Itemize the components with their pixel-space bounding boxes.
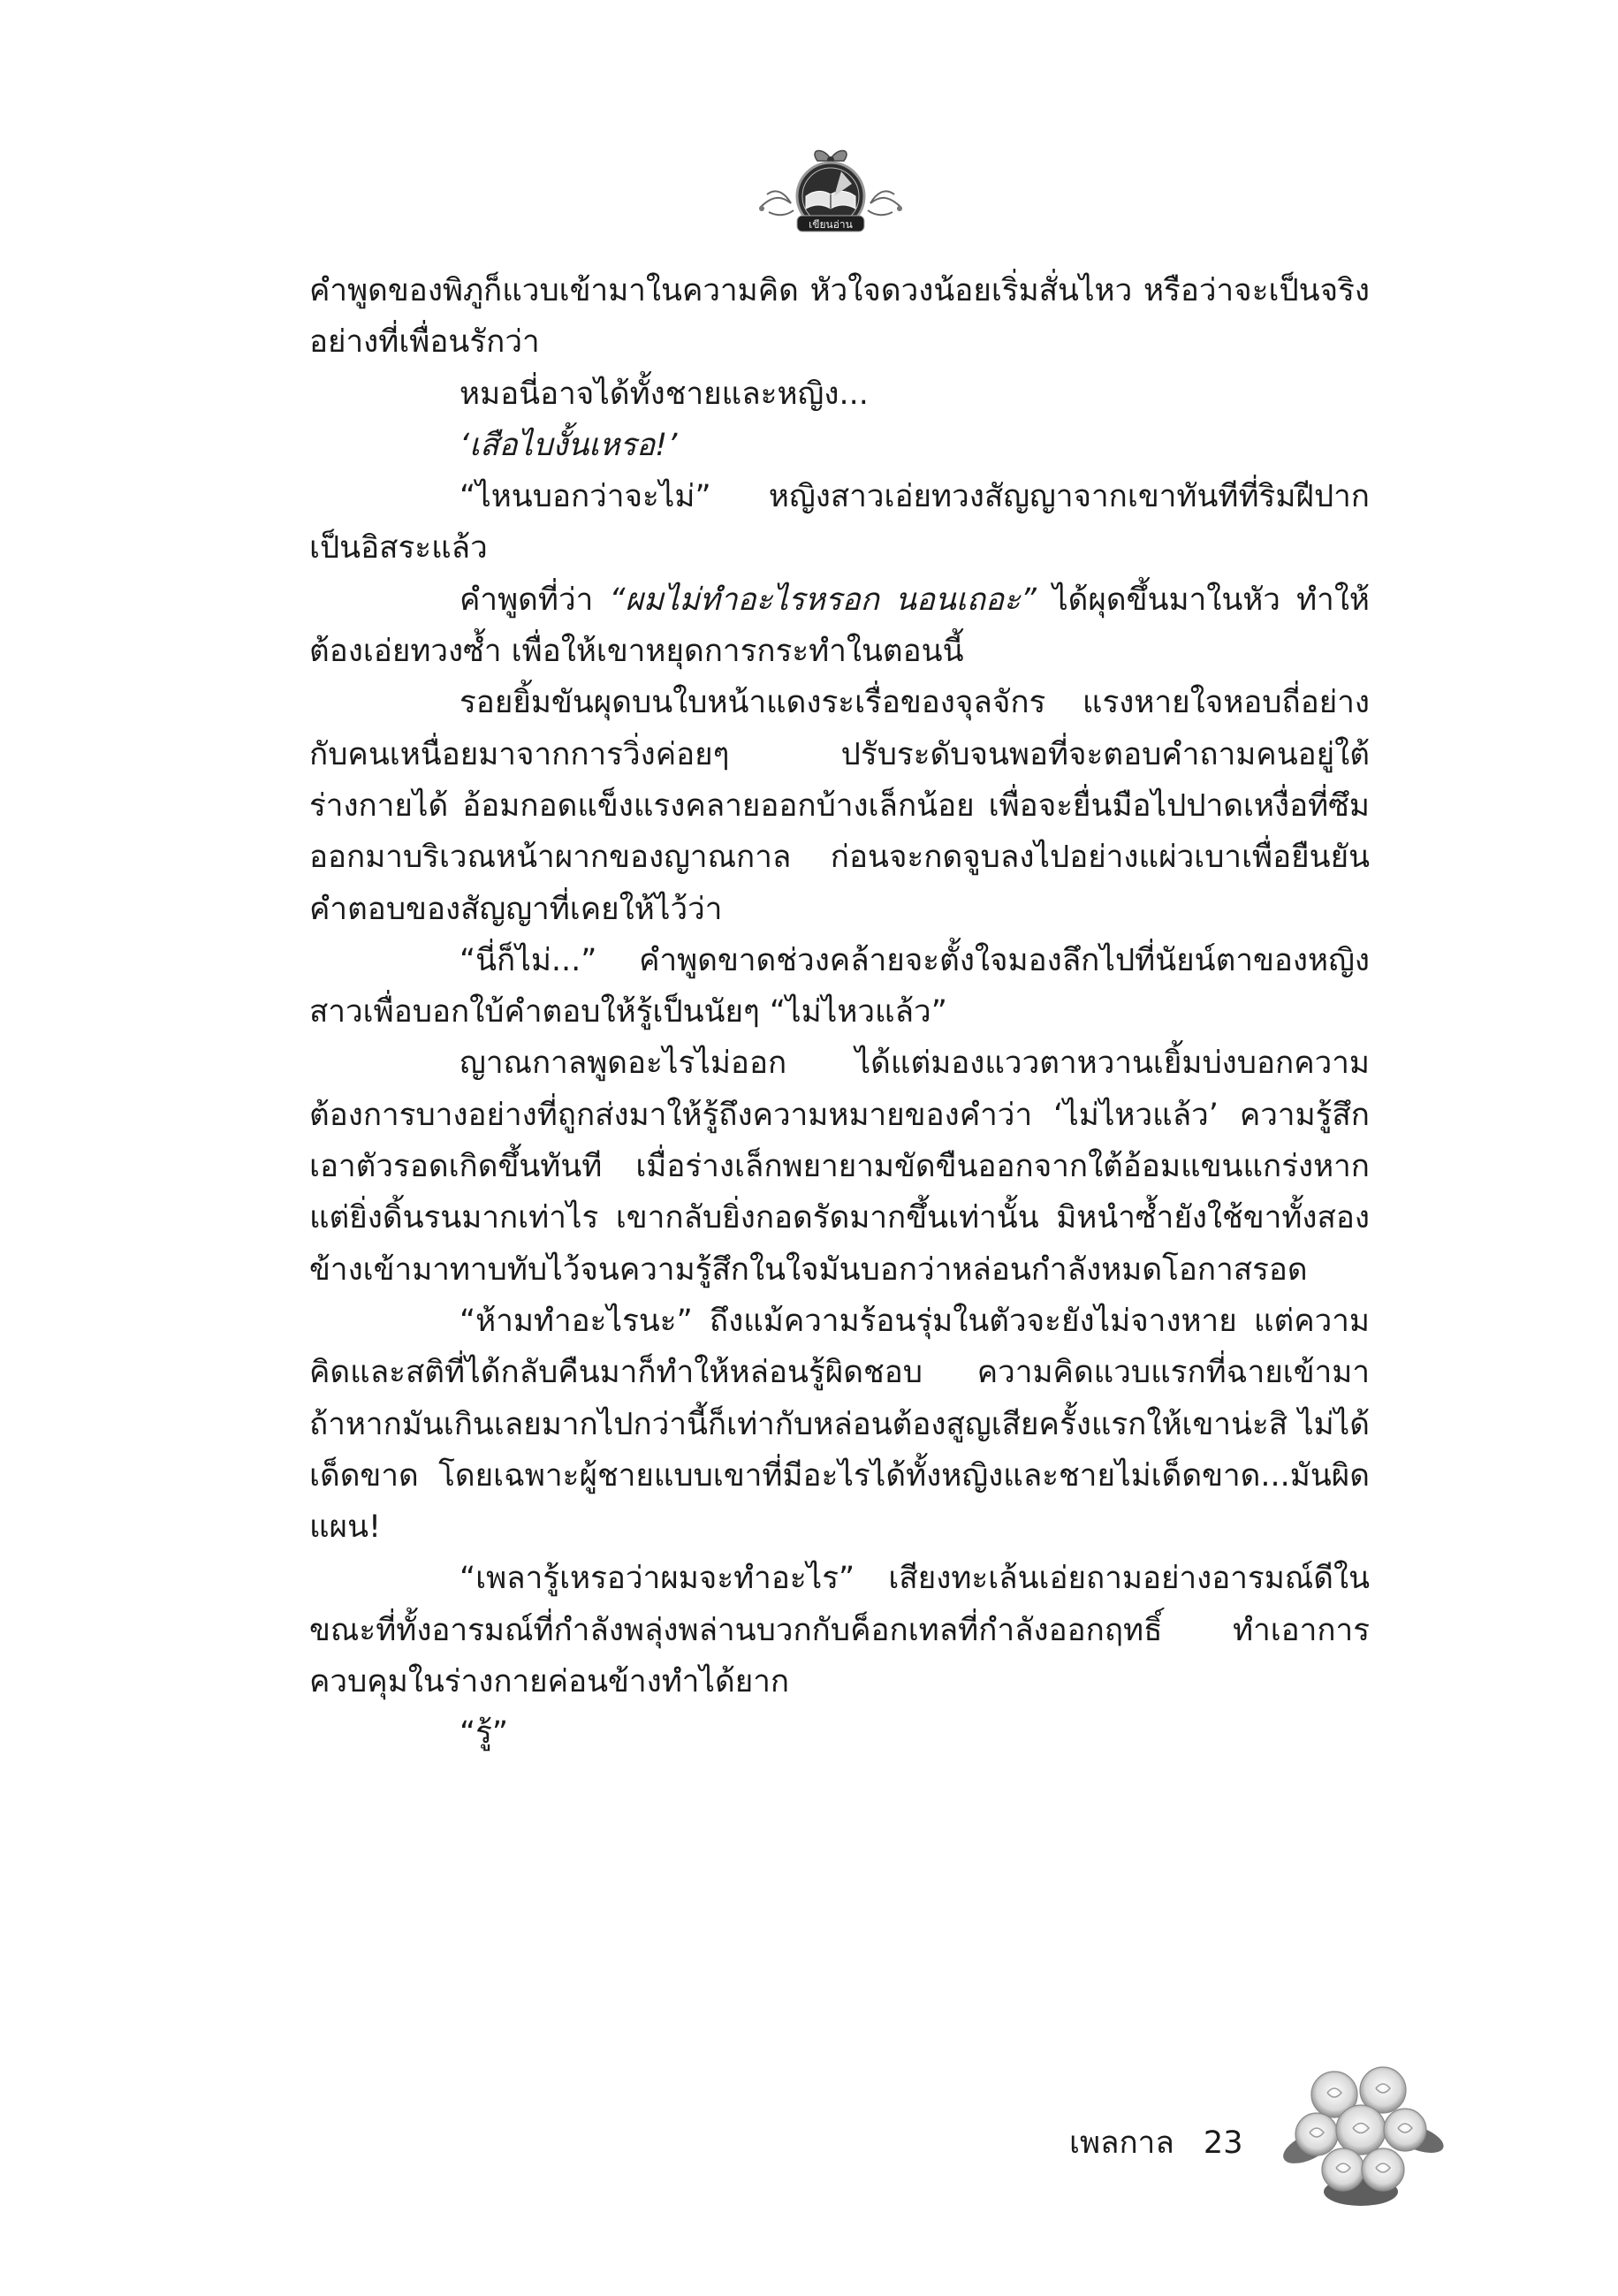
rose-bouquet-icon	[1272, 2041, 1449, 2218]
ornamental-book-crest-icon	[742, 141, 919, 239]
page-number: 23	[1203, 2125, 1243, 2161]
paragraph-8: ญาณกาลพูดอะไรไม่ออก ได้แต่มองแววตาหวานเยิ้มบ่งบอกความต้องการบางอย่างที่ถูกส่งมาให้รู้ถึงความหมายของคำว่า ‘ไม่ไหวแล้ว’ ความรู้สึกเอาตัวรอดเกิดขึ้นทันที เมื่อร่างเล็กพยายามขัดขืนออกจากใต้อ้อมแขนแกร่งหากแต่ยิ่งดิ้นรนมากเท่าไร เขากลับยิ่งกอดรัดมากขึ้นเท่านั้น มิหนำซ้ำยังใช้ขาทั้งสองข้างเข้ามาทาบทับไว้จนความรู้สึกในใจมันบอกว่าหล่อนกำลังหมดโอกาสรอด	[309, 1045, 1370, 1288]
paragraph-1: คำพูดของพิภูก็แวบเข้ามาในความคิด หัวใจดวงน้อยเริ่มสั่นไหว หรือว่าจะเป็นจริงอย่างที่เพื่อนรักว่า	[309, 273, 1370, 361]
paragraph-5-post: ได้ผุดขึ้นมาในหัว ทำให้ต้องเอ่ยทวงซ้ำ เพื่อให้เขาหยุดการกระทำในตอนนี้	[309, 582, 1370, 670]
book-title: เพลกาล	[1069, 2125, 1174, 2161]
paragraph-5-quote: “ผมไม่ทำอะไรหรอก นอนเถอะ”	[609, 582, 1037, 618]
paragraph-11: “รู้”	[460, 1715, 509, 1752]
paragraph-9: “ห้ามทำอะไรนะ” ถึงแม้ความร้อนรุ่มในตัวจะยังไม่จางหาย แต่ความคิดและสติที่ได้กลับคืนมาก็ทำให้หล่อนรู้ผิดชอบ ความคิดแวบแรกที่ฉายเข้ามา ถ้าหากมันเกินเลยมากไปกว่านี้ก็เท่ากับหล่อนต้องสูญเสียครั้งแรกให้เขาน่ะสิ ไม่ได้เด็ดขาด โดยเฉพาะผู้ชายแบบเขาที่มีอะไรได้ทั้งหญิงและชายไม่เด็ดขาด...มันผิดแผน!	[309, 1303, 1370, 1546]
logo-label: เขียนอ่าน	[809, 218, 853, 231]
paragraph-6: รอยยิ้มขันผุดบนใบหน้าแดงระเรื่อของจุลจักร แรงหายใจหอบถี่อย่างกับคนเหนื่อยมาจากการวิ่งค่อยๆ ปรับระดับจนพอที่จะตอบคำถามคนอยู่ใต้ร่างกายได้ อ้อมกอดแข็งแรงคลายออกบ้างเล็กน้อย เพื่อจะยื่นมือไปปาดเหงื่อที่ซึมออกมาบริเวณหน้าผากของญาณกาล ก่อนจะกดจูบลงไปอย่างแผ่วเบาเพื่อยืนยันคำตอบของสัญญาที่เคยให้ไว้ว่า	[309, 685, 1370, 927]
paragraph-10: “เพลารู้เหรอว่าผมจะทำอะไร” เสียงทะเล้นเอ่ยถามอย่างอารมณ์ดีในขณะที่ทั้งอารมณ์ที่กำลังพลุ่งพล่านบวกกับค็อกเทลที่กำลังออกฤทธิ์ ทำเอาการควบคุมในร่างกายค่อนข้างทำได้ยาก	[309, 1561, 1370, 1700]
chapter-body	[309, 265, 1370, 1760]
page-footer	[1069, 2121, 1242, 2165]
paragraph-4: “ไหนบอกว่าจะไม่” หญิงสาวเอ่ยทวงสัญญาจากเขาทันทีที่ริมฝีปากเป็นอิสระแล้ว	[309, 479, 1370, 566]
paragraph-2: หมอนี่อาจได้ทั้งชายและหญิง...	[460, 376, 869, 412]
paragraph-5	[309, 574, 1370, 678]
paragraph-5-pre: คำพูดที่ว่า	[460, 582, 610, 618]
paragraph-7: “นี่ก็ไม่...” คำพูดขาดช่วงคล้ายจะตั้งใจมองลึกไปที่นัยน์ตาของหญิงสาวเพื่อบอกใบ้คำตอบให้รู้เป็นนัยๆ “ไม่ไหวแล้ว”	[309, 942, 1370, 1030]
paragraph-3: ‘เสือไบงั้นเหรอ!’	[460, 427, 678, 463]
